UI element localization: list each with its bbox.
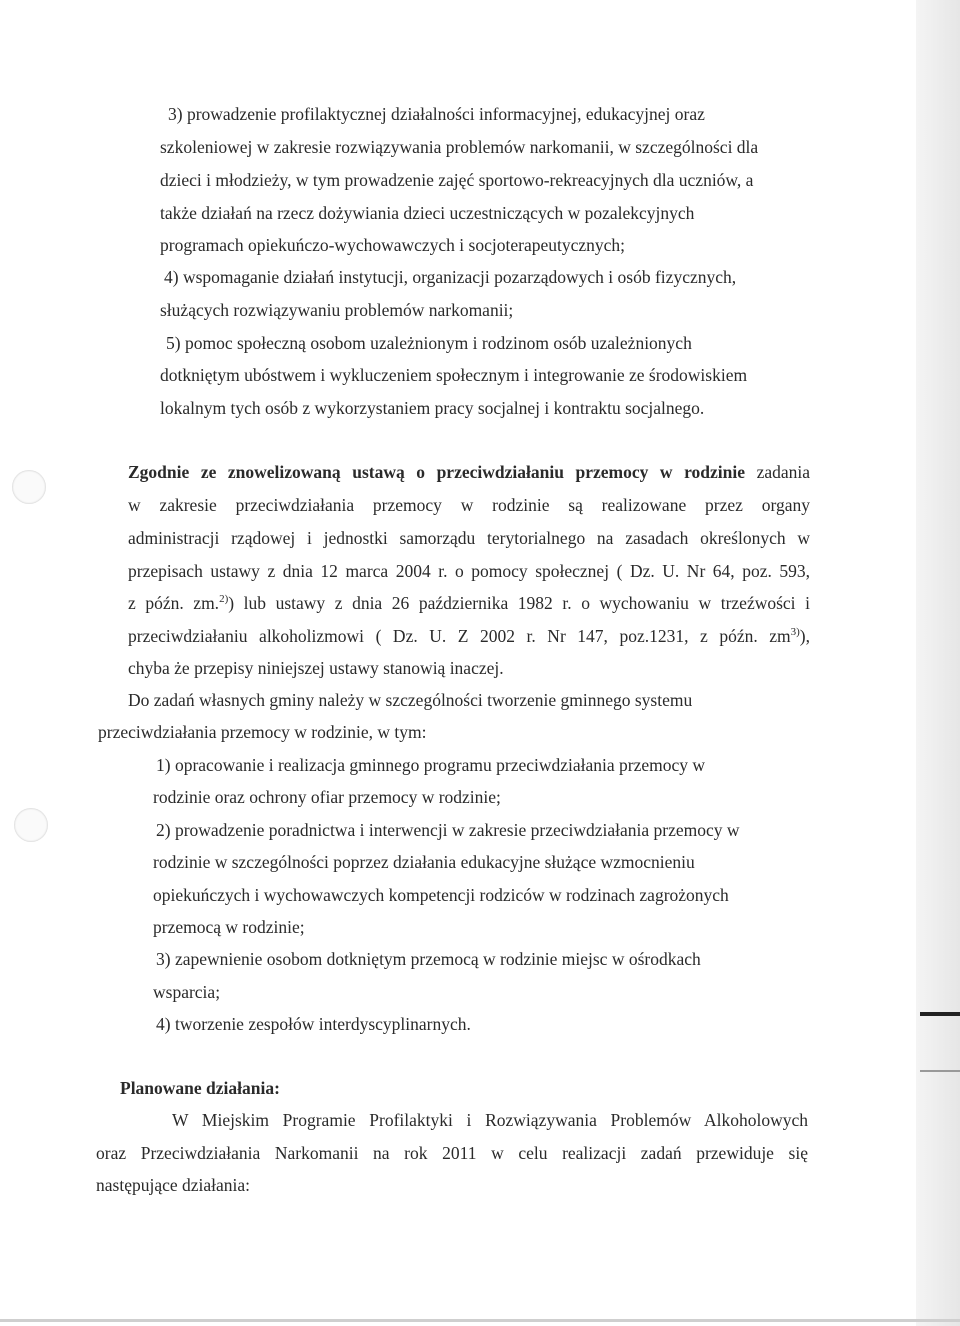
task-item-2-line: 2) prowadzenie poradnictwa i interwencji w zakresie przeciwdziałania przemocy w bbox=[156, 820, 740, 840]
task-item-3-line: 3) zapewnienie osobom dotkniętym przemocą w rodzinie miejsc w ośrodkach bbox=[156, 949, 701, 969]
list-item-5-line: lokalnym tych osób z wykorzystaniem pracy socjalnej i kontraktu socjalnego. bbox=[160, 398, 705, 418]
tasks-intro-line: Do zadań własnych gminy należy w szczególności tworzenie gminnego systemu bbox=[128, 690, 693, 710]
scan-page-edge bbox=[916, 0, 960, 1326]
punch-hole bbox=[14, 808, 48, 842]
list-item-4-line: 4) wspomaganie działań instytucji, organizacji pozarządowych i osób fizycznych, bbox=[164, 267, 737, 287]
task-item-1-line: 1) opracowanie i realizacja gminnego programu przeciwdziałania przemocy w bbox=[156, 755, 706, 775]
scan-edge-mark bbox=[920, 1070, 960, 1072]
footnote-ref: 2) bbox=[219, 593, 229, 605]
violence-paragraph-line: chyba że przepisy niniejszej ustawy stanowią inaczej. bbox=[128, 658, 504, 678]
scan-edge-mark bbox=[920, 1012, 960, 1016]
planned-paragraph-line: oraz Przeciwdziałania Narkomanii na rok 2011 w celu realizacji zadań przewiduje się bbox=[96, 1143, 808, 1163]
violence-paragraph-line bbox=[128, 628, 810, 646]
list-item-3-line: szkoleniowej w zakresie rozwiązywania problemów narkomanii, w szczególności dla bbox=[160, 137, 759, 157]
task-item-2-line: rodzinie w szczególności poprzez działania edukacyjne służące wzmocnieniu bbox=[153, 852, 695, 872]
list-item-5-line: dotkniętym ubóstwem i wykluczeniem społecznym i integrowanie ze środowiskiem bbox=[160, 365, 748, 385]
scan-bottom-edge bbox=[0, 1319, 960, 1322]
planned-paragraph-line: W Miejskim Programie Profilaktyki i Rozwiązywania Problemów Alkoholowych bbox=[172, 1110, 808, 1130]
paragraph-text: ) lub ustawy z dnia 26 października 1982 r. o wychowaniu w trzeźwości i bbox=[228, 593, 810, 613]
list-item-3-line: programach opiekuńczo-wychowawczych i socjoterapeutycznych; bbox=[160, 235, 626, 255]
paragraph-text: ), bbox=[799, 626, 810, 646]
violence-paragraph-line: przepisach ustawy z dnia 12 marca 2004 r. o pomocy społecznej ( Dz. U. Nr 64, poz. 593, bbox=[128, 561, 810, 581]
list-item-3-line: dzieci i młodzieży, w tym prowadzenie zajęć sportowo-rekreacyjnych dla uczniów, a bbox=[160, 170, 754, 190]
task-item-1-line: rodzinie oraz ochrony ofiar przemocy w rodzinie; bbox=[153, 787, 501, 807]
planned-actions-heading: Planowane działania: bbox=[120, 1078, 280, 1098]
planned-paragraph-line: następujące działania: bbox=[96, 1175, 251, 1195]
punch-hole bbox=[12, 470, 46, 504]
paragraph-text: z późn. zm. bbox=[128, 593, 220, 613]
task-item-4-line: 4) tworzenie zespołów interdyscyplinarnych. bbox=[156, 1014, 471, 1034]
violence-paragraph-line: w zakresie przeciwdziałania przemocy w rodzinie są realizowane przez organy bbox=[128, 495, 810, 515]
law-reference-bold: Zgodnie ze znowelizowaną ustawą o przeciwdziałaniu przemocy w rodzinie bbox=[128, 462, 746, 482]
task-item-2-line: opiekuńczych i wychowawczych kompetencji rodziców w rodzinach zagrożonych bbox=[153, 885, 729, 905]
list-item-3-line: 3) prowadzenie profilaktycznej działalności informacyjnej, edukacyjnej oraz bbox=[168, 104, 705, 124]
task-item-3-line: wsparcia; bbox=[153, 982, 221, 1002]
paragraph-text: przeciwdziałaniu alkoholizmowi ( Dz. U. Z 2002 r. Nr 147, poz.1231, z późn. zm bbox=[128, 626, 791, 646]
list-item-5-line: 5) pomoc społeczną osobom uzależnionym i rodzinom osób uzależnionych bbox=[166, 333, 692, 353]
list-item-4-line: służących rozwiązywaniu problemów narkomanii; bbox=[160, 300, 514, 320]
footnote-ref: 3) bbox=[790, 626, 800, 638]
violence-paragraph-line bbox=[128, 464, 810, 482]
violence-paragraph-line bbox=[128, 595, 810, 613]
tasks-intro-line: przeciwdziałania przemocy w rodzinie, w tym: bbox=[98, 722, 427, 742]
paragraph-text: zadania bbox=[745, 462, 810, 482]
violence-paragraph-line: administracji rządowej i jednostki samorządu terytorialnego na zasadach określonych w bbox=[128, 528, 810, 548]
task-item-2-line: przemocą w rodzinie; bbox=[153, 917, 305, 937]
list-item-3-line: także działań na rzecz dożywiania dzieci uczestniczących w pozalekcyjnych bbox=[160, 203, 695, 223]
